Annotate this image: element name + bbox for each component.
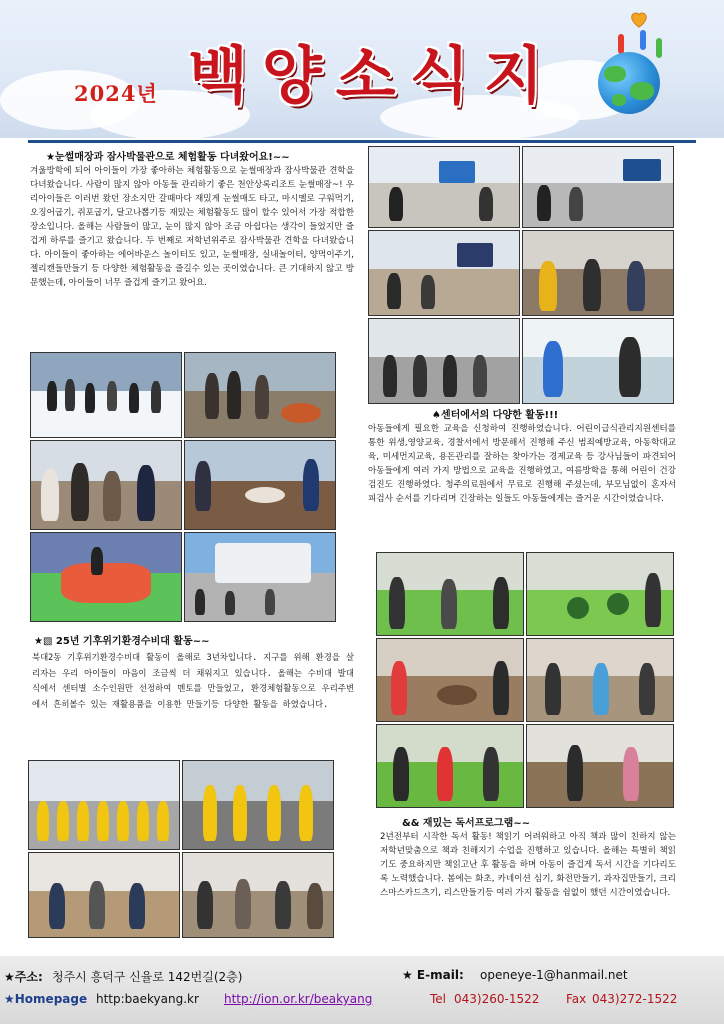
photo-launch-ceremony (28, 760, 180, 850)
photo-class-2 (522, 146, 674, 228)
photo-planting (526, 724, 674, 808)
photo-reading-2 (526, 552, 674, 636)
photo-class-1 (368, 146, 520, 228)
child-figure-icon (656, 38, 662, 58)
homepage-value[interactable]: http:baekyang.kr (96, 992, 199, 1006)
homepage-label: ★Homepage (4, 992, 88, 1006)
trip-body: 겨울방학에 되어 아이들이 가장 좋아하는 체험활동으로 눈썰매장과 잠사박물관 견학을 다녀왔습니다. 사람이 많지 않아 아동들 관리하기 좋은 천안상록리조트 눈썰매장~! 우리아이들은 이러번 왔던 장소지만 갈때마다 재밌게 눈썰매도 타고, 마시멜로 구워먹기, 오징어굽기, 쥐포굽기, 달고나뽑기등 재밌는 체험활동도 많이 할수 있어서 가장 적합한 장소입니다. 올해는 사람들이 많고, 눈이 많지 않아 조금 아쉽다는 생각이 들었지만 즐겁게 하루를 즐기고 왔습니다. 두 번째로 저학년위주로 잠사박물관 견학을 다녀왔습니다. 아이들이 좋아하는 에어바운스 놀이터도 있고, 눈썰매장, 실내놀이터, 양먹이주기, 젤리캔들만들기 등 다양한 체험활동을 즐길수 있는 곳이였습니다. 큰 기대하지 않고 방문했는데, 아이들이 너무 즐겁게 즐기고 왔어요. (30, 166, 354, 288)
photo-snow-group (30, 352, 182, 438)
trip-heading: ★눈썰매장과 잠사박물관으로 체험활동 다녀왔어요!~~ (46, 152, 290, 163)
fax-value: 043)272-1522 (592, 992, 678, 1006)
photo-class-5 (368, 318, 520, 404)
tel-value: 043)260-1522 (454, 992, 540, 1006)
email-label: ★ E-mail: (402, 968, 464, 982)
climate-body: 북대2동 기후위기환경수비대 활동이 올해로 3년차입니다. 지구를 위해 환경을 살리자는 우리 아이들이 마음이 조금씩 더 채워지고 있습니다. 올해는 수비대 발대식에서 센터별 소수인원만 선정하여 멘토를 만들었고, 환경체험활동으로 우리주변에서 흔히볼수 있는 재활용품을 이용한 만들기등 다양한 활동을 하였습니다. (32, 652, 354, 709)
address-label: ★주소: (4, 970, 43, 984)
reading-body: 2년전부터 시작한 독서 활동! 책읽기 어려워하고 아직 책과 많이 친하지 않는 저학년맞춤으로 책과 친해지기 수업을 진행하고 있습니다. 올해는 특별히 책읽기도 중요하지만 책읽고난 후 활동을 하며 아동이 즐겁게 독서 시간을 기다리도록 노력했습니다. 봄에는 화초, 카네이션 심기, 화전만들기, 과자집만들기, 크리스마스카드츠기, 리스만들기등 여러 가지 활동을 쉼없이 했던 시간이였습니다. (380, 832, 676, 898)
photo-reading-4 (526, 638, 674, 722)
climate-heading: ★▧ 25년 기후위기환경수비대 활동~~ (34, 636, 210, 647)
photo-table-snacks (184, 440, 336, 530)
photo-craft-classroom (28, 852, 180, 938)
reading-heading: && 재밌는 독서프로그램~~ (402, 818, 531, 829)
issue-year: 2024년 (74, 81, 158, 106)
photo-museum-building (184, 532, 336, 622)
fax-label: Fax (566, 992, 587, 1006)
photo-guardians-vests (182, 760, 334, 850)
photo-recycle-making (182, 852, 334, 938)
photo-air-bounce (30, 532, 182, 622)
center-heading: ♠센터에서의 다양한 활동!!! (432, 410, 559, 421)
photo-reading-3 (376, 638, 524, 722)
photo-health-check (522, 318, 674, 404)
photo-indoor-kids (30, 440, 182, 530)
newsletter-title: 백양소식지 (188, 39, 558, 112)
child-figure-icon (618, 34, 624, 54)
center-body: 아동들에게 필요한 교육을 신청하여 진행하였습니다. 어린이급식관리지원센터를 통한 위생,영양교육, 경찰서에서 방문해서 진행해 주신 범죄예방교육, 아동학대교육, 미세먼지교육, 용돈관리를 잘하는 찾아가는 경제교육 등 강사님들이 파견되어 아동들에게 여러 가지 방법으로 교육을 진행하였고, 여름방학을 통해 어린이 건강검진도 진행하였다. 청주의료원에서 무료로 진행해 주셨는데, 부모님없이 혼자서 피검사 순서를 기다리며 긴장하는 일들도 아동들에게는 즐거운 시간이였습니다. (368, 424, 676, 504)
header-divider (28, 140, 696, 143)
heart-icon (628, 8, 650, 30)
photo-grill (184, 352, 336, 438)
tel-label: Tel (430, 992, 447, 1006)
photo-reading-1 (376, 552, 524, 636)
child-figure-icon (640, 30, 646, 50)
homepage-link[interactable]: http://ion.or.kr/beakyang (224, 992, 373, 1006)
photo-class-4 (522, 230, 674, 316)
address-value: 청주시 흥덕구 신율로 142번길(2층) (52, 970, 243, 984)
footer (0, 956, 724, 1024)
photo-class-3 (368, 230, 520, 316)
masthead (0, 0, 724, 138)
email-value[interactable]: openeye-1@hanmail.net (480, 968, 628, 982)
photo-reading-5 (376, 724, 524, 808)
globe-icon (598, 52, 660, 114)
